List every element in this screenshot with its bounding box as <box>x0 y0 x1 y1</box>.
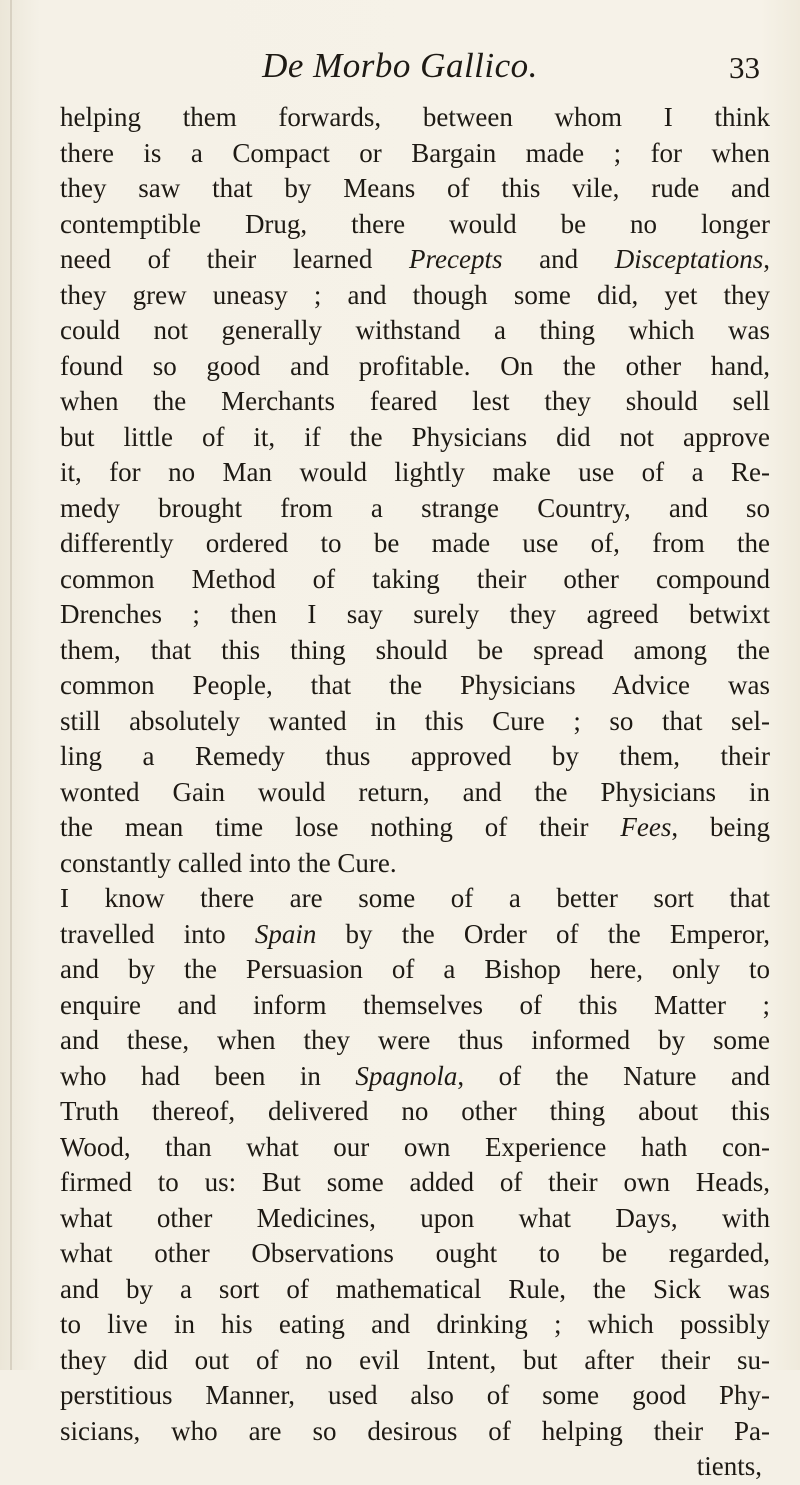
text-line: what other Observations ought to be regarded, <box>60 1238 770 1268</box>
text-line: to live in his eating and drinking ; which possibly <box>60 1309 770 1339</box>
text-line: them, that this thing should be spread among the <box>60 634 770 665</box>
text-line: travelled into Spain by the Order of the Emperor, <box>60 918 771 949</box>
page-gutter-edge <box>10 0 12 1370</box>
text-line: I know there are some of a better sort that <box>60 883 770 913</box>
text-line: firmed to us: But some added of their own Heads, <box>60 1167 770 1197</box>
text-line: ling a Remedy thus approved by them, their <box>60 741 770 771</box>
text-line: they saw that by Means of this vile, rude and <box>60 173 770 203</box>
catchword: tients, <box>696 1451 762 1481</box>
text-line: the mean time lose nothing of their Fees, being <box>60 812 770 842</box>
text-line: contemptible Drug, there would be no longer <box>60 208 770 239</box>
text-line: sicians, who are so desirous of helping their Pa- <box>60 1415 770 1446</box>
text-line: and by a sort of mathematical Rule, the Sick was <box>60 1273 770 1304</box>
text-line: but little of it, if the Physicians did not approve <box>60 421 770 452</box>
text-line: found so good and profitable. On the other hand, <box>60 350 770 381</box>
text-line: Truth thereof, delivered no other thing about this <box>60 1096 770 1126</box>
body-text <box>60 100 770 1485</box>
text-line: what other Medicines, upon what Days, with <box>60 1202 770 1233</box>
text-line: wonted Gain would return, and the Physicians in <box>60 776 770 807</box>
text-line: when the Merchants feared lest they should sell <box>60 386 770 416</box>
paragraph-end-line: constantly called into the Cure. <box>60 847 397 878</box>
page-header <box>0 46 800 96</box>
text-line: and by the Persuasion of a Bishop here, only to <box>60 954 770 984</box>
text-line: common Method of taking their other compound <box>60 563 770 594</box>
text-line: differently ordered to be made use of, from the <box>60 528 770 558</box>
text-line: perstitious Manner, used also of some good Phy- <box>60 1380 770 1410</box>
text-line: need of their learned Precepts and Disceptations, <box>60 244 771 274</box>
text-line: helping them forwards, between whom I think <box>60 102 770 132</box>
text-line: they did out of no evil Intent, but after their su- <box>60 1344 770 1375</box>
text-line: and these, when they were thus informed by some <box>60 1025 770 1055</box>
running-title: De Morbo Gallico. <box>262 46 538 85</box>
page-number: 33 <box>729 50 760 85</box>
text-line: Wood, than what our own Experience hath con- <box>60 1131 770 1162</box>
text-line: could not generally withstand a thing which was <box>60 315 770 345</box>
text-line: it, for no Man would lightly make use of a Re- <box>60 457 770 487</box>
text-line: still absolutely wanted in this Cure ; so that sel- <box>60 705 770 736</box>
text-line: they grew uneasy ; and though some did, yet they <box>60 279 770 310</box>
text-line: medy brought from a strange Country, and so <box>60 492 770 523</box>
text-line: Drenches ; then I say surely they agreed betwixt <box>60 599 770 629</box>
text-line: who had been in Spagnola, of the Nature and <box>60 1060 771 1091</box>
text-line: common People, that the Physicians Advice was <box>60 670 770 700</box>
text-line: there is a Compact or Bargain made ; for when <box>60 137 770 168</box>
text-line: enquire and inform themselves of this Matter ; <box>60 989 770 1020</box>
